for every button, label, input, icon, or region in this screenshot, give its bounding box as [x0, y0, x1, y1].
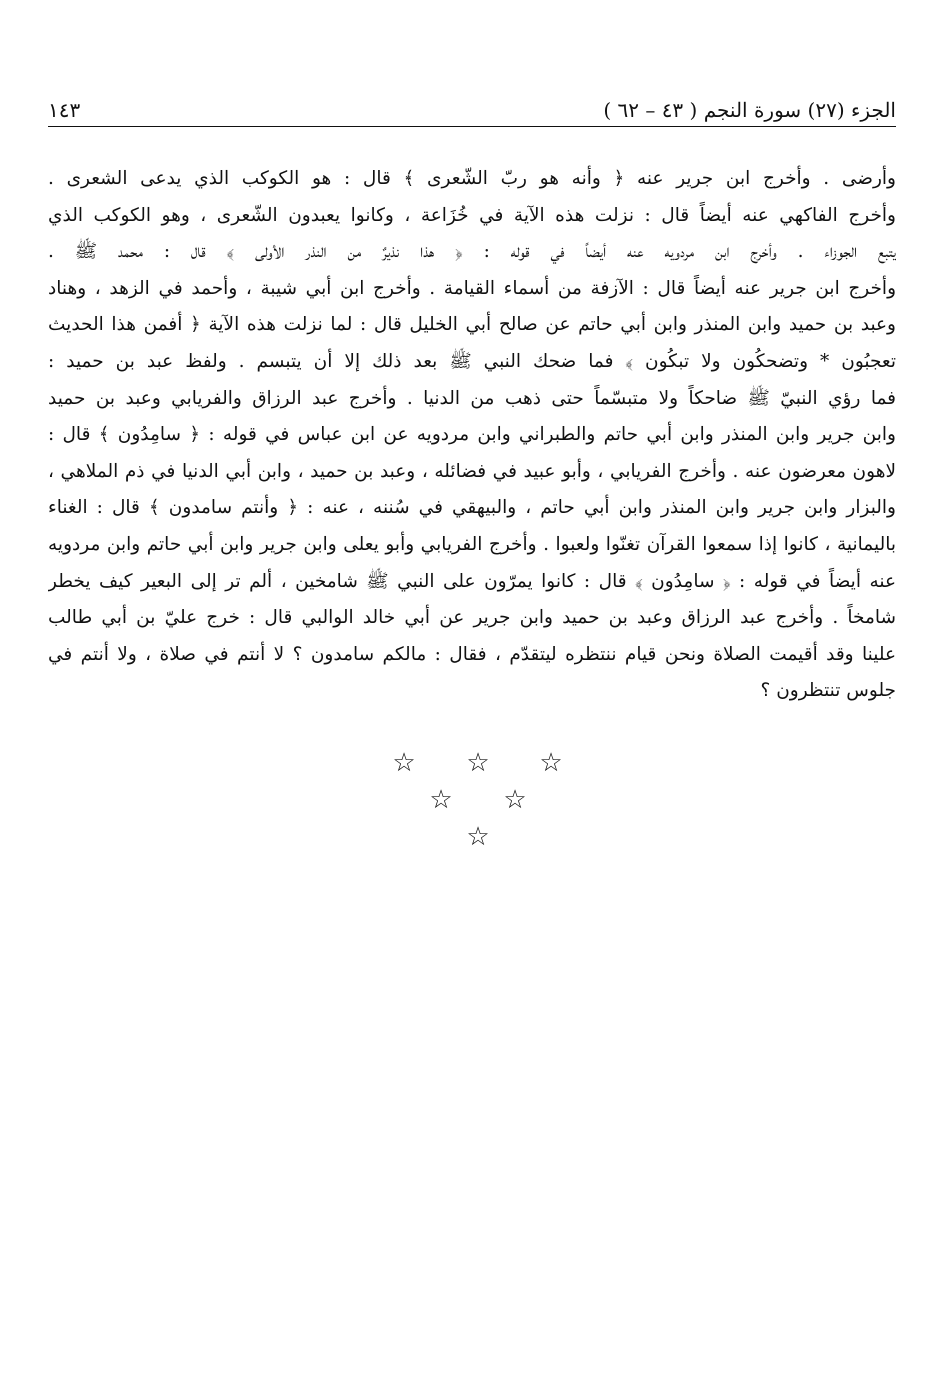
- page: [48, 96, 896, 710]
- running-header: [48, 96, 896, 127]
- text-line: تعجبُون * وتضحكُون ولا تبكُون ﴾ فما ضحك النبي ﷺ بعد ذلك إلا أن يتبسم . ولفظ عبد بن حميد :: [48, 350, 896, 372]
- text-line: وعبد بن حميد وابن المنذر وابن أبي حاتم عن صالح أبي الخليل قال : لما نزلت هذه الآية ﴿ أفمن هذا الحديث: [48, 314, 896, 336]
- commentary-text: [48, 161, 896, 710]
- text-line: والبزار وابن جرير وابن المنذر وابن أبي حاتم ، والبيهقي في سُننه ، عنه : ﴿ وأنتم سامدون ﴾ قال : الغناء: [48, 497, 896, 519]
- star-outline-icon: ☆: [539, 748, 563, 778]
- star-outline-icon: ☆: [503, 785, 527, 815]
- text-line: علينا وقد أقيمت الصلاة ونحن قيام ننتظره ليتقدّم ، فقال : مالكم سامدون ؟ لا أنتم في صلاة ، ولا أنتم في: [48, 643, 896, 665]
- running-title: الجزء (٢٧) سورة النجم ( ٤٣ – ٦٢ ): [603, 98, 896, 122]
- text-line: جلوس تنتظرون ؟: [760, 680, 896, 702]
- text-line: فما رؤي النبيّ ﷺ ضاحكاً ولا متبسّماً حتى ذهب من الدنيا . وأخرج عبد الرزاق والفريابي وعبد بن حميد: [48, 387, 896, 409]
- text-line: وأخرج ابن جرير عنه أيضاً قال : الآزفة من أسماء القيامة . وأخرج ابن أبي شيبة ، وأحمد في الزهد ، وهناد: [48, 277, 896, 299]
- text-line: باليمانية ، كانوا إذا سمعوا القرآن تغنّوا ولعبوا . وأخرج الفريابي وأبو يعلى وابن جرير وابن أبي حاتم وابن مردويه: [48, 533, 896, 555]
- star-outline-icon: ☆: [466, 822, 490, 852]
- star-outline-icon: ☆: [429, 785, 453, 815]
- text-line: شامخاً . وأخرج عبد الرزاق وعبد بن حميد وابن جرير عن أبي خالد الوالبي قال : خرج عليّ بن أبي طالب: [48, 607, 896, 629]
- star-outline-icon: ☆: [392, 748, 416, 778]
- star-ornament: [0, 740, 949, 860]
- text-line: وابن جرير وابن المنذر وابن أبي حاتم والطبراني وابن مردويه عن ابن عباس في قوله : ﴿ سامِدُون ﴾ قال :: [48, 424, 896, 446]
- text-line: وأخرج الفاكهي عنه أيضاً قال : نزلت هذه الآية في خُزَاعة ، وكانوا يعبدون الشّعرى ، وهو الكوكب الذي: [48, 204, 896, 226]
- text-line: يتبع الجوزاء . وأخرج ابن مردويه عنه أيضاً في قوله : ﴿ هذا نذيرٌ من النذر الأولى ﴾ قال : محمد ﷺ .: [48, 241, 896, 263]
- page-number: ١٤٣: [48, 98, 81, 122]
- text-line: وأرضى . وأخرج ابن جرير عنه ﴿ وأنه هو ربّ الشّعرى ﴾ قال : هو الكوكب الذي يدعى الشعرى .: [48, 168, 896, 189]
- star-outline-icon: ☆: [466, 748, 490, 778]
- text-line: عنه أيضاً في قوله : ﴿ سامِدُون ﴾ قال : كانوا يمرّون على النبي ﷺ شامخين ، ألم تر إلى البعير كيف يخطر: [48, 570, 896, 592]
- text-line: لاهون معرضون عنه . وأخرج الفريابي ، وأبو عبيد في فضائله ، وعبد بن حميد ، وابن أبي الدنيا في ذم الملاهي ،: [48, 460, 896, 482]
